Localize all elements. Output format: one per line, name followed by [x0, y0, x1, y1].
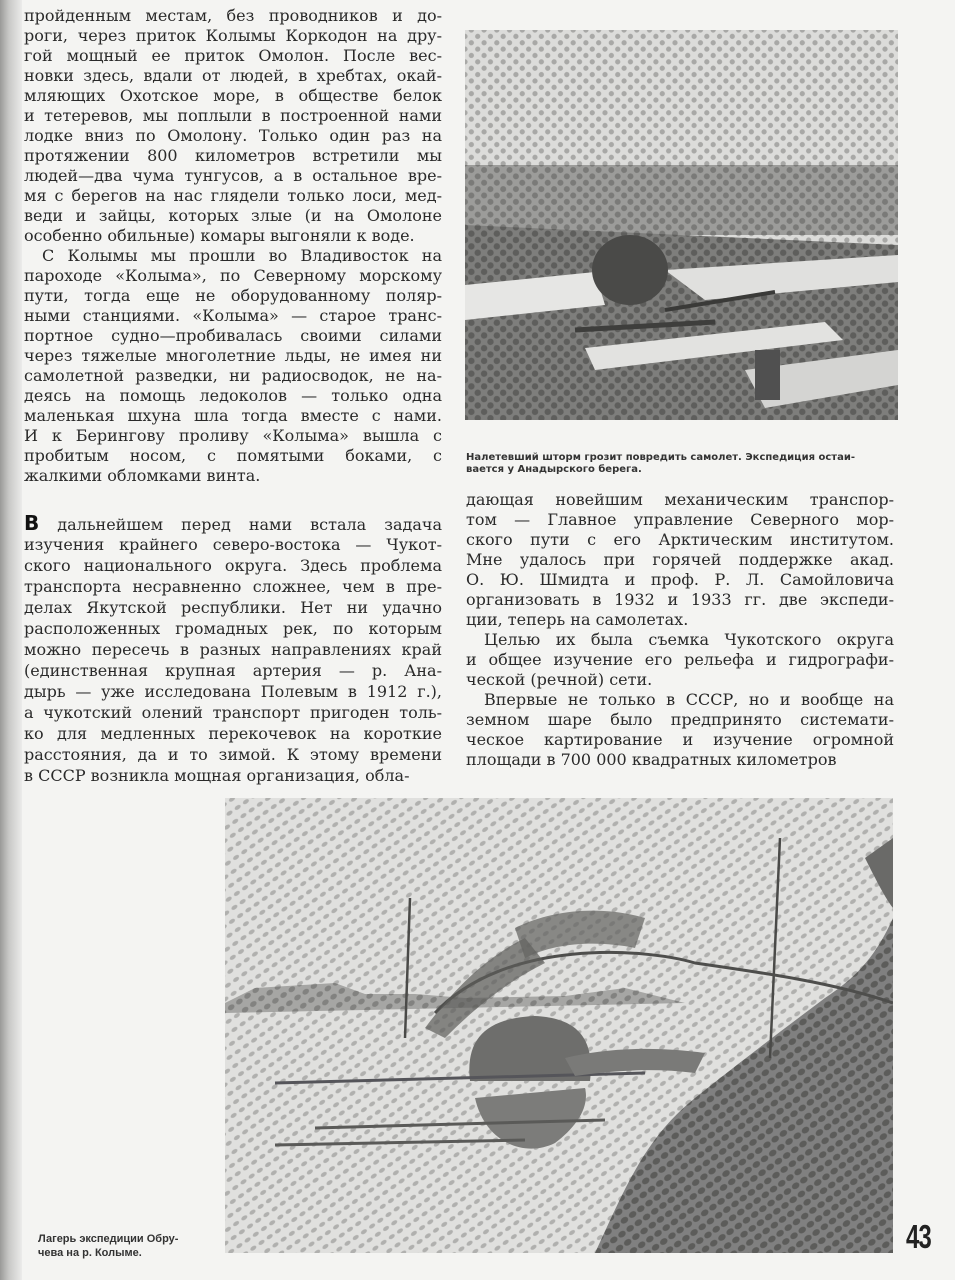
text-line: расположенных громадных рек, по которым — [24, 619, 442, 638]
text-line: дальнейшем перед нами встала задача — [39, 515, 442, 534]
paragraph-omolon — [24, 6, 442, 246]
text-line: и общее изучение его рельефа и гидрографи- — [466, 650, 894, 669]
left-column-top — [24, 6, 442, 486]
text-line: ции, теперь на самолетах. — [466, 610, 689, 629]
text-line: Мне удалось при горячей поддержке акад. — [466, 550, 894, 569]
text-line: можно пересечь в разных направлениях край — [24, 640, 442, 659]
photo-plane-image — [465, 30, 898, 420]
text-line: через тяжелые многолетние льды, не имея ни — [24, 346, 442, 365]
text-line: портное судно—пробивалась своими силами — [24, 326, 442, 345]
text-line: пути, тогда еще не оборудованному поляр- — [24, 286, 442, 305]
text-line: дающая новейшим механическим транспор- — [466, 490, 894, 509]
page-binding-shadow — [0, 0, 22, 1280]
text-line: особенно обильные) комары выгоняли к воде. — [24, 226, 415, 245]
text-line: И к Берингову проливу «Колыма» вышла с — [24, 426, 442, 445]
left-column-section — [24, 513, 442, 786]
paragraph-goal — [466, 630, 894, 690]
text-line: гой мощный ее приток Омолон. После вес- — [24, 46, 442, 65]
section-first-line — [24, 513, 442, 534]
text-line: пробитым носом, с помятыми боками, с — [24, 446, 442, 465]
text-line: ского пути с его Арктическим институтом. — [466, 530, 894, 549]
text-line: том — Главное управление Северного мор- — [466, 510, 894, 529]
text-line: и тетеревов, мы поплыли в построенной нами — [24, 106, 442, 125]
text-line: пароходе «Колыма», по Северному морскому — [24, 266, 442, 285]
text-line: организовать в 1932 и 1933 гг. две экспеди- — [466, 590, 894, 609]
drop-cap: В — [24, 511, 40, 535]
text-line: дырь — уже исследована Полевым в 1912 г.), — [24, 682, 442, 701]
text-line: самолетной разведки, ни радиосводок, не на- — [24, 366, 442, 385]
text-line: (единственная крупная артерия — р. Ана- — [24, 661, 442, 680]
text-line: О. Ю. Шмидта и проф. Р. Л. Самойловича — [466, 570, 894, 589]
text-line: Целью их была съемка Чукотского округа — [484, 630, 894, 649]
paragraph-kolyma-voyage — [24, 246, 442, 486]
paragraph-glavsevmorput — [466, 490, 894, 630]
right-column — [466, 490, 894, 770]
text-line: жалкими обломками винта. — [24, 466, 261, 485]
text-line: мляющих Охотское море, в обществе белок — [24, 86, 442, 105]
photo-caption-top — [466, 452, 896, 476]
caption-line: Налетевший шторм грозит повредить самолет. Экспедиция остаи- — [466, 452, 855, 463]
text-line: веди и зайцы, которых злые (и на Омолоне — [24, 206, 442, 225]
text-line: Впервые не только в СССР, но и вообще на — [484, 690, 894, 709]
text-line: транспорта несравненно сложнее, чем в пре- — [24, 577, 442, 596]
text-line: ческой (речной) сети. — [466, 670, 653, 689]
text-line: ными станциями. «Колыма» — старое транс- — [24, 306, 442, 325]
photo-river-image — [225, 798, 893, 1253]
text-line: изучения крайнего северо-востока — Чукот- — [24, 535, 442, 554]
caption-line: чева на р. Колыме. — [38, 1247, 142, 1259]
caption-line: Лагерь экспедиции Обру- — [38, 1233, 179, 1245]
text-line: делах Якутской республики. Нет ни удачно — [24, 598, 442, 617]
text-line: роги, через приток Колымы Коркодон на дру- — [24, 26, 442, 45]
text-line: С Колымы мы прошли во Владивосток на — [42, 246, 442, 265]
text-line: мя с берегов на нас глядели только лоси, мед- — [24, 186, 442, 205]
text-line: ко для медленных перекочевок на короткие — [24, 724, 442, 743]
photo-plane-on-shore — [465, 30, 898, 420]
text-line: расстояния, да и то зимой. К этому времени — [24, 745, 442, 764]
page-number: 43 — [906, 1218, 931, 1255]
photo-caption-bottom — [38, 1232, 218, 1260]
text-line: пройденным местам, без проводников и до- — [24, 6, 442, 25]
text-line: лодке вниз по Омолону. Только один раз на — [24, 126, 442, 145]
text-line: ческое картирование и изучение огромной — [466, 730, 894, 749]
text-line: людей—два чума тунгусов, а в остальное вре- — [24, 166, 442, 185]
photo-river-camp — [225, 798, 893, 1253]
text-line: новки здесь, вдали от людей, в хребтах, окай- — [24, 66, 442, 85]
text-line: ского национального округа. Здесь проблема — [24, 556, 442, 575]
text-line: площади в 700 000 квадратных километров — [466, 750, 837, 769]
text-line: а чукотский олений транспорт пригоден толь- — [24, 703, 442, 722]
text-line: земном шаре было предпринято системати- — [466, 710, 894, 729]
text-line: в СССР возникла мощная организация, обла- — [24, 766, 410, 785]
paragraph-mapping — [466, 690, 894, 770]
caption-line: вается у Анадырского берега. — [466, 464, 642, 475]
text-line: маленькая шхуна шла тогда вместе с нами. — [24, 406, 442, 425]
text-line: деясь на помощь ледоколов — только одна — [24, 386, 442, 405]
text-line: протяжении 800 километров встретили мы — [24, 146, 442, 165]
